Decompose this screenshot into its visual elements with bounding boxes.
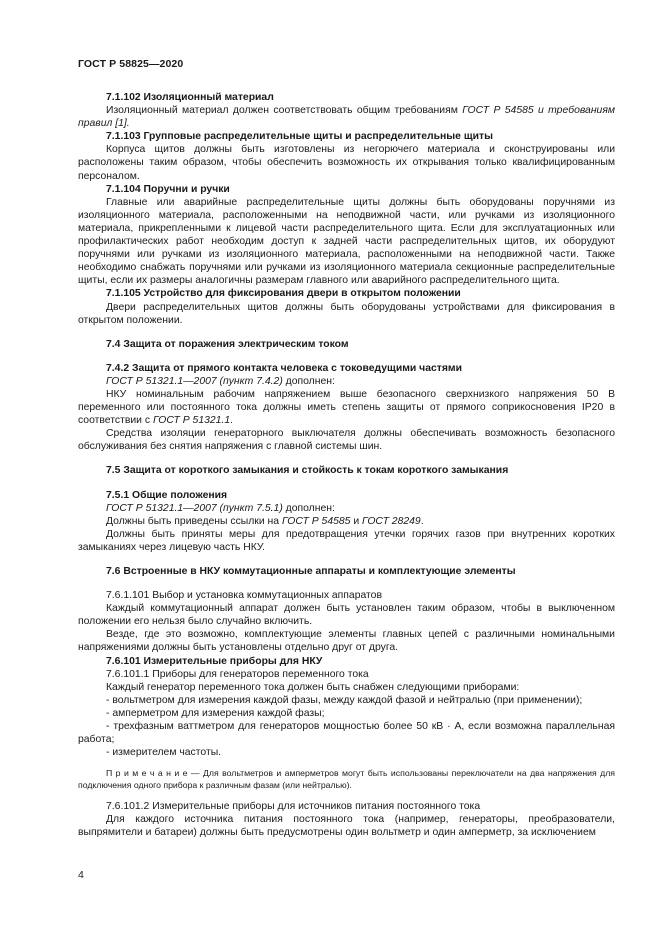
section-7-6-p1: Каждый коммутационный аппарат должен быть установлен таким образом, чтобы в выключенном положении его нельзя было случайно включить. [78,603,615,628]
reference-link: ГОСТ 28249 [362,515,421,527]
section-7-5-1-p2: Должны быть приняты меры для предотвращения утечки горячих газов при внутренних коротких замыканиях через лицевую часть НКУ. [78,528,615,553]
note-label: П р и м е ч а н и е [106,768,188,779]
list-item: - вольтметром для измерения каждой фазы, между каждой фазой и нейтралью (при применении); [106,694,583,706]
document-body [78,91,615,839]
section-7-1-103-title: 7.1.103 Групповые распределительные щиты и распределительные щиты [106,131,493,143]
reference-link: ГОСТ Р 51321.1—2007 (пункт 7.5.1) [106,502,283,514]
reference-link: ГОСТ Р 54585 [281,515,351,527]
section-7-1-105-text: Двери распределительных щитов должны быть оборудованы устройствами для фиксирования в открытом положении. [78,301,615,326]
text-span: . [420,515,424,527]
section-7-6-101-2-title: 7.6.101.2 Измерительные приборы для источников питания постоянного тока [106,800,481,812]
section-7-1-103-text: Корпуса щитов должны быть изготовлены из негорючего материала и сконструированы или расположены таким образом, чтобы обеспечить возможность их открывания только квалифицированным персоналом. [78,144,615,182]
section-7-4-2-p1 [78,388,615,427]
section-7-4-2-p2: Средства изоляции генераторного выключателя должны обеспечивать возможность безопасного обслуживания без снятия напряжения с главной системы шин. [78,428,615,453]
section-7-5-1-title: 7.5.1 Общие положения [106,489,228,501]
section-7-1-102-title: 7.1.102 Изоляционный материал [106,92,274,103]
note-text: — Для вольтметров и амперметров могут быть использованы переключатели на два напряжения для подключения одного прибора к различным фазам (или нейтралью). [78,768,615,790]
text-span: дополнен: [282,375,335,387]
section-7-6-p2: Везде, где это возможно, комплектующие элементы главных цепей с различными номинальными напряжениями должны быть установлены отдельно друг от друга. [78,629,615,654]
section-7-5-1-ref [78,502,615,515]
section-7-6-101-title: 7.6.101 Измерительные приборы для НКУ [106,655,323,667]
section-7-6-1-101-title: 7.6.1.101 Выбор и установка коммутационных аппаратов [106,590,382,602]
reference-link: ГОСТ Р 51321.1—2007 (пункт 7.4.2) [106,375,283,387]
section-7-4-2-ref [78,375,615,388]
text-span: и [350,515,363,527]
section-7-4-2-title: 7.4.2 Защита от прямого контакта человека с токоведущими частями [106,362,462,374]
section-7-6-title: 7.6 Встроенные в НКУ коммутационные аппараты и комплектующие элементы [106,566,516,577]
section-7-1-104-text: Главные или аварийные распределительные щиты должны быть оборудованы поручнями из изоляционного материала, расположенными на неподвижной части, или ручками из изоляционного материала, прикрепленными к лицевой части распределительного щита. Если для эксплуатационных или профилактических работ необходим доступ к задней части распределительных щитов, их оборудуют поручнями или ручками из изоляционного материала, расположенными на неподвижной части. Также необходимо снабжать поручнями или ручками из изоляционного материала секционные распределительные щиты, если их размеры аналогичны размерам главного или аварийного распределительного щита. [78,196,615,287]
section-7-1-102-text [78,104,615,130]
text-span: дополнен: [282,502,335,514]
text-span: Изоляционный материал должен соответствовать общим требованиям [106,105,463,117]
section-7-1-104-title: 7.1.104 Поручни и ручки [106,183,230,195]
section-7-5-title: 7.5 Защита от короткого замыкания и стойкость к токам короткого замыкания [106,465,509,477]
text-span: . [230,415,233,427]
text-span: Должны быть приведены ссылки на [106,515,282,527]
list-item: - измерителем частоты. [106,747,222,759]
document-header: ГОСТ Р 58825—2020 [78,58,184,70]
page-number: 4 [78,869,84,881]
section-7-1-105-title: 7.1.105 Устройство для фиксирования двери в открытом положении [106,288,461,300]
text-span: НКУ номинальным рабочим напряжением выше безопасного сверхнизкого напряжения 50 В переменного или постоянного тока должны иметь степень защиты от прямого соприкосновения IP20 в соответствии с [78,388,615,427]
reference-link: ГОСТ Р 51321.1 [152,415,231,427]
section-7-6-101-1-title: 7.6.101.1 Приборы для генераторов переменного тока [106,668,369,680]
reference-link: ГОСТ Р 54585 и требованиям правил [1]. [78,105,615,130]
section-7-5-1-p1 [78,515,615,528]
list-item: - амперметром для измерения каждой фазы; [106,707,325,719]
section-7-4-title: 7.4 Защита от поражения электрическим током [106,338,349,350]
section-7-6-101-1-p1: Каждый генератор переменного тока должен быть снабжен следующими приборами: [106,681,520,693]
note [78,768,615,790]
list-item: - трехфазным ваттметром для генераторов мощностью более 50 кВ · А, если возможна параллельная работа; [78,721,615,746]
section-7-6-101-2-p: Для каждого источника питания постоянного тока (например, генераторы, преобразователи, выпрямители и батареи) должны быть предусмотрены один вольтметр и один амперметр, за исключением [78,813,615,838]
